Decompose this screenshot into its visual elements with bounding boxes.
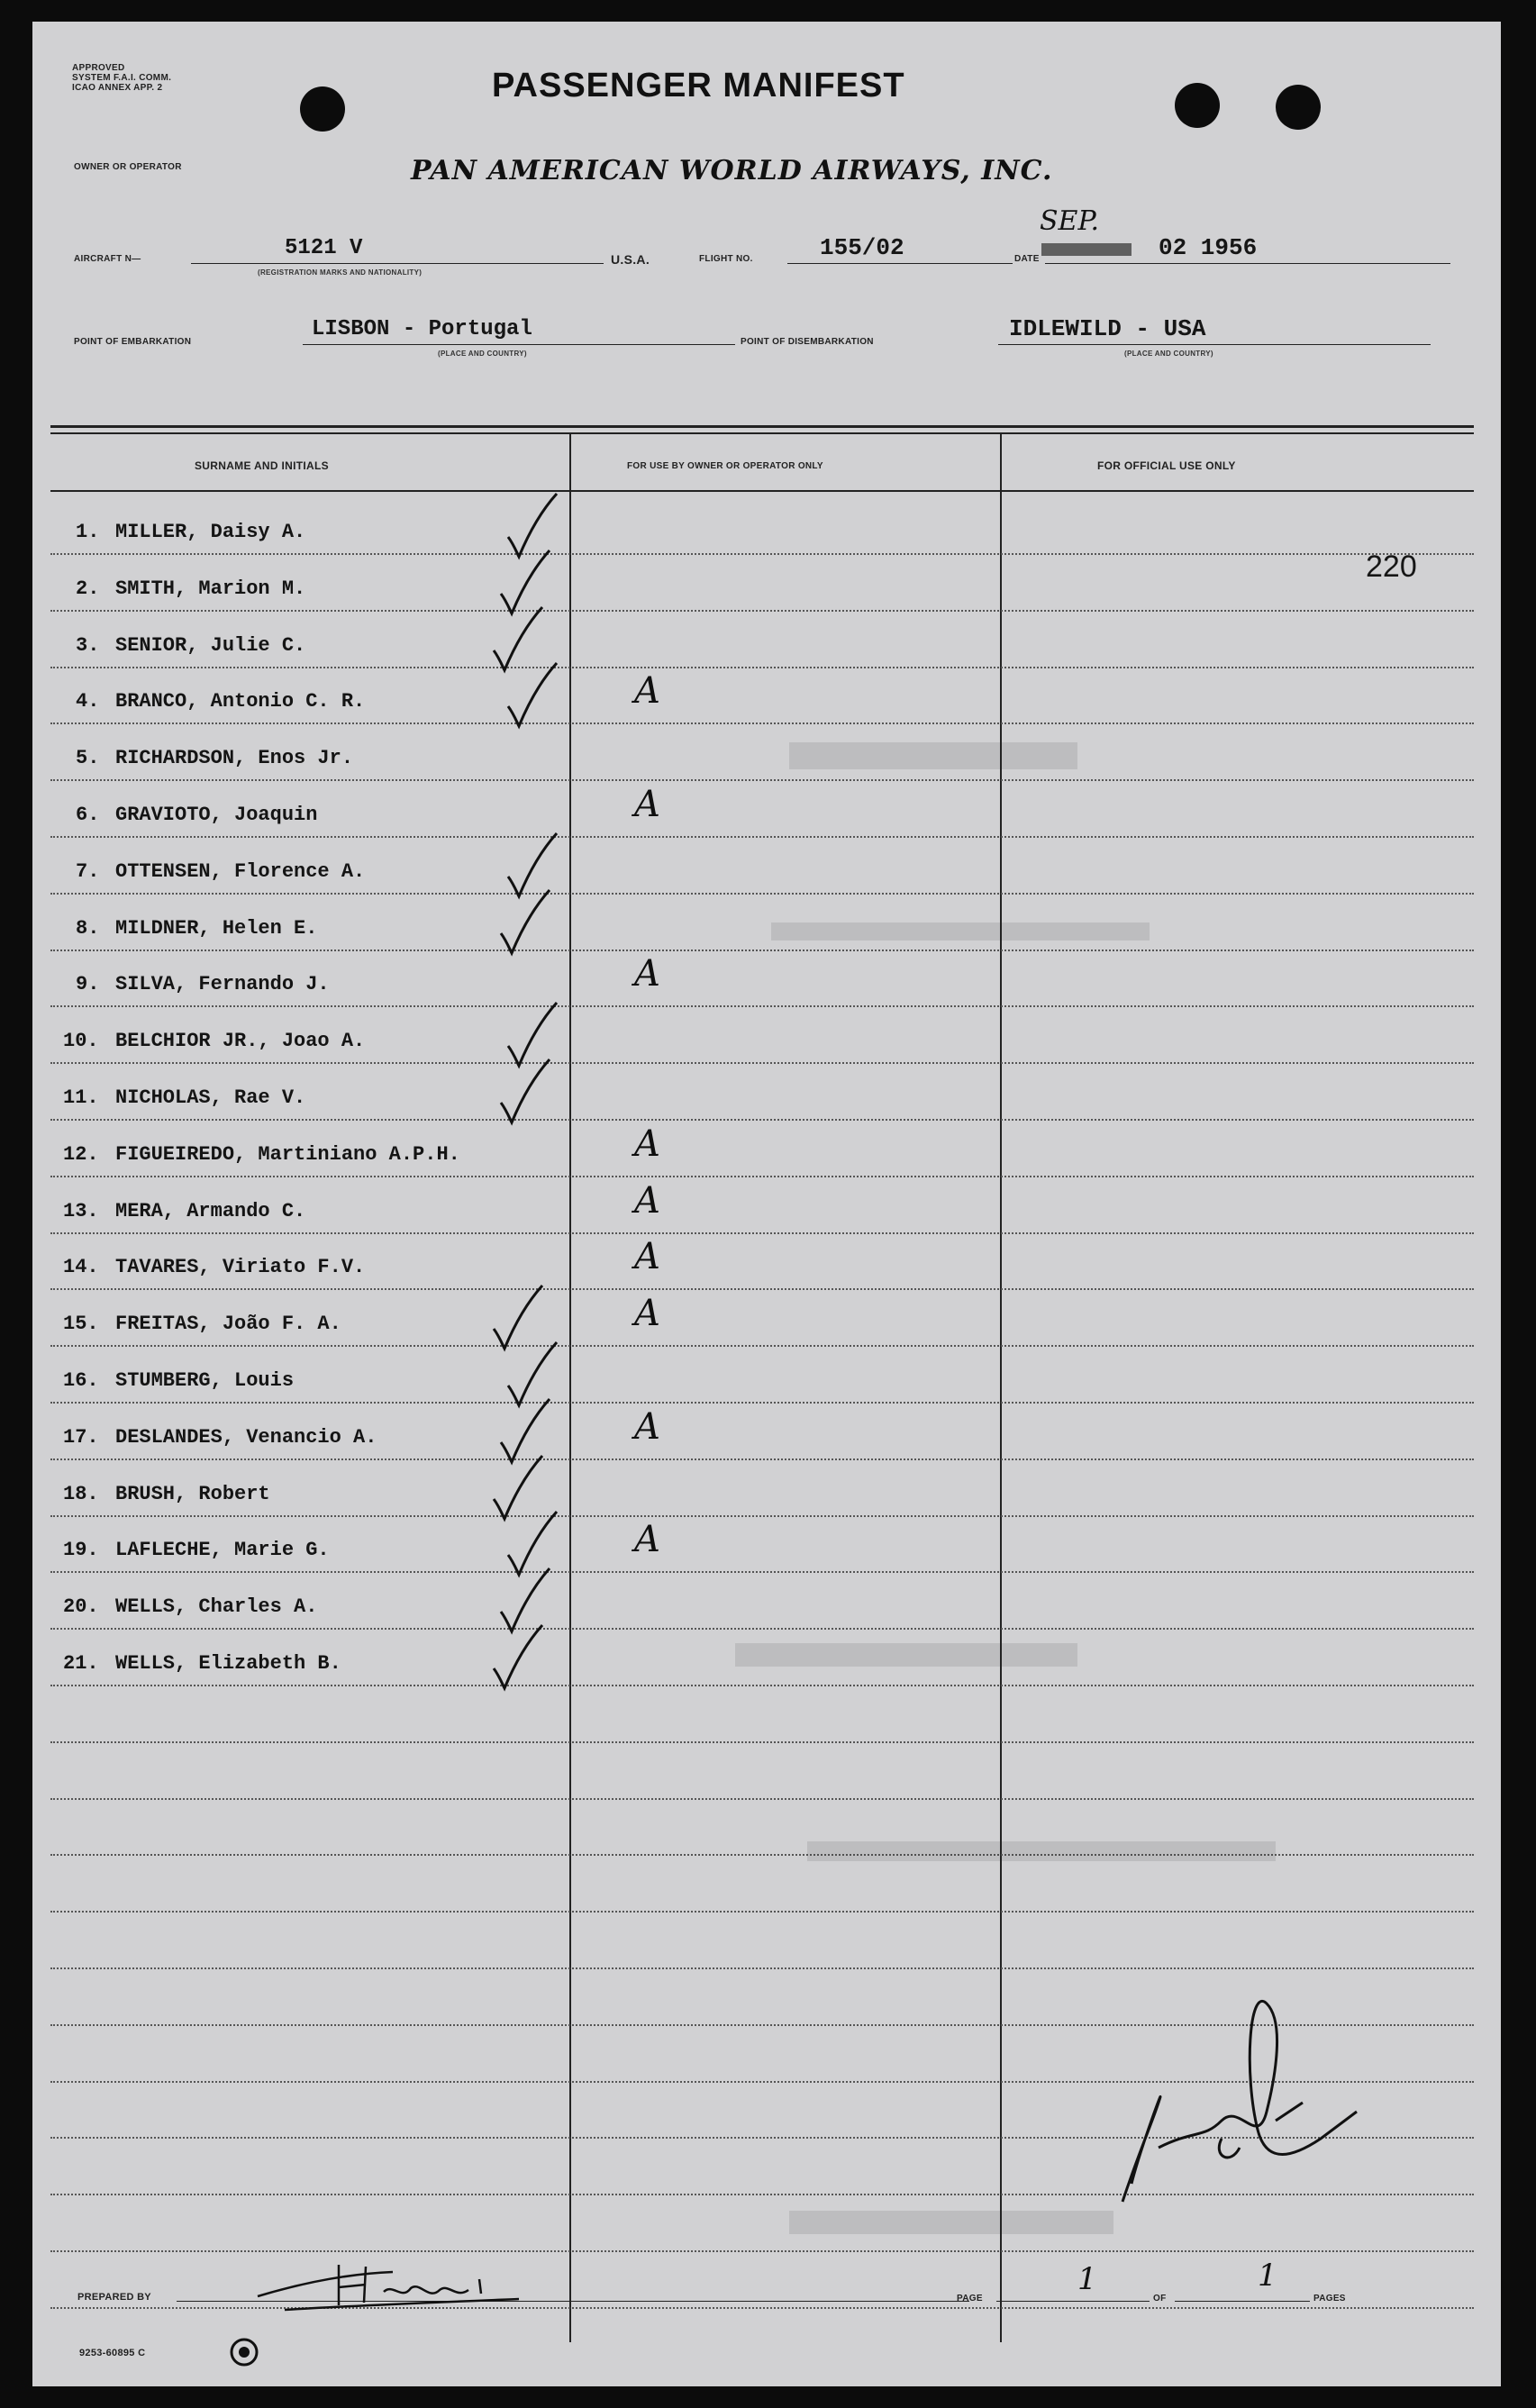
ruled-row-line <box>50 1798 1474 1800</box>
flight-label: FLIGHT NO. <box>699 254 753 264</box>
ruled-row-line <box>50 893 1474 895</box>
check-mark-icon <box>501 659 564 731</box>
ruled-row-line <box>50 1288 1474 1290</box>
passenger-number: 17. <box>63 1425 99 1449</box>
passenger-name: FIGUEIREDO, Martiniano A.P.H. <box>115 1142 460 1166</box>
passenger-name: GRAVIOTO, Joaquin <box>115 804 318 826</box>
passenger-number: 6. <box>76 804 100 826</box>
owner-value: PAN AMERICAN WORLD AIRWAYS, INC. <box>411 155 1053 186</box>
col-divider-1 <box>569 432 571 2342</box>
passenger-name: MILLER, Daisy A. <box>115 521 306 543</box>
approved-line-2: SYSTEM F.A.I. COMM. <box>72 73 172 83</box>
of-underline <box>1175 2301 1310 2302</box>
embark-label: POINT OF EMBARKATION <box>74 337 192 347</box>
approved-text: APPROVED <box>72 63 125 73</box>
passenger-name: NICHOLAS, Rae V. <box>115 1086 306 1109</box>
check-mark-icon <box>494 886 557 959</box>
passenger-number: 20. <box>63 1595 99 1619</box>
punch-hole-left <box>300 86 345 132</box>
ruled-row-line <box>50 1854 1474 1856</box>
embark-value: LISBON - Portugal <box>312 317 532 341</box>
approved-line-3: ICAO ANNEX APP. 2 <box>72 83 163 93</box>
ruled-row-line <box>50 779 1474 781</box>
passenger-number: 16. <box>63 1369 99 1392</box>
ruled-row-line <box>50 1005 1474 1007</box>
operator-mark: A <box>634 1519 660 1561</box>
operator-mark: A <box>634 1405 660 1448</box>
passenger-number: 7. <box>76 859 100 883</box>
col-header-surname: SURNAME AND INITIALS <box>195 459 329 472</box>
table-top-rule-2 <box>50 432 1474 434</box>
ruled-row-line <box>50 1119 1474 1121</box>
ruled-row-line <box>50 2250 1474 2252</box>
operator-mark: A <box>634 1236 660 1278</box>
ruled-row-line <box>50 1458 1474 1460</box>
official-number: 220 <box>1366 550 1417 584</box>
passenger-name: BELCHIOR JR., Joao A. <box>115 1030 366 1053</box>
aircraft-value: 5121 V <box>285 236 363 260</box>
ruled-row-line <box>50 1345 1474 1347</box>
col-header-owner: FOR USE BY OWNER OR OPERATOR ONLY <box>627 461 823 471</box>
flight-value: 155/02 <box>820 234 904 261</box>
passenger-number: 2. <box>76 577 100 600</box>
page-title: PASSENGER MANIFEST <box>492 67 905 104</box>
passenger-number: 21. <box>63 1652 99 1675</box>
date-strikeout <box>1041 243 1132 256</box>
union-label-icon <box>229 2337 259 2367</box>
passenger-name: SMITH, Marion M. <box>115 577 306 600</box>
ruled-row-line <box>50 553 1474 555</box>
page-label: PAGE <box>957 2294 983 2304</box>
prepared-signature <box>249 2256 537 2319</box>
passenger-name: SENIOR, Julie C. <box>115 633 306 657</box>
punch-hole-right-1 <box>1175 83 1220 128</box>
page-underline <box>996 2301 1150 2302</box>
operator-mark: A <box>634 1293 660 1335</box>
form-number: 9253-60895 C <box>79 2348 146 2358</box>
operator-mark: A <box>634 1122 660 1165</box>
passenger-name: SILVA, Fernando J. <box>115 973 330 996</box>
table-top-rule <box>50 425 1474 428</box>
passenger-number: 11. <box>63 1086 99 1109</box>
pages-label: PAGES <box>1313 2294 1346 2304</box>
passenger-name: MERA, Armando C. <box>115 1199 306 1222</box>
operator-mark: A <box>634 670 660 713</box>
flight-underline <box>787 263 1013 264</box>
ruled-row-line <box>50 667 1474 668</box>
aircraft-label: AIRCRAFT N— <box>74 254 141 264</box>
disembark-label: POINT OF DISEMBARKATION <box>741 337 874 347</box>
passenger-number: 14. <box>63 1256 99 1279</box>
passenger-number: 1. <box>76 521 100 543</box>
passenger-number: 4. <box>76 690 100 713</box>
col-divider-2 <box>1000 432 1002 2342</box>
check-mark-icon <box>494 1056 557 1128</box>
passenger-number: 9. <box>76 973 100 996</box>
of-label: OF <box>1153 2294 1167 2304</box>
official-signature <box>1086 1967 1393 2238</box>
ruled-row-line <box>50 1571 1474 1573</box>
disembark-value: IDLEWILD - USA <box>1009 315 1206 342</box>
passenger-name: WELLS, Charles A. <box>115 1595 318 1619</box>
ruled-row-line <box>50 722 1474 724</box>
operator-mark: A <box>634 784 660 825</box>
of-value: 1 <box>1258 2258 1277 2294</box>
ruled-row-line <box>50 1515 1474 1517</box>
usa-label: U.S.A. <box>611 252 650 267</box>
passenger-number: 18. <box>63 1482 99 1505</box>
operator-mark: A <box>634 1179 660 1222</box>
passenger-name: STUMBERG, Louis <box>115 1369 295 1392</box>
ruled-row-line <box>50 610 1474 612</box>
passenger-name: TAVARES, Viriato F.V. <box>115 1256 366 1279</box>
col-header-official: FOR OFFICIAL USE ONLY <box>1097 459 1236 472</box>
page-value: 1 <box>1077 2261 1097 2297</box>
passenger-name: BRUSH, Robert <box>115 1482 270 1505</box>
passenger-number: 8. <box>76 916 100 940</box>
header-bottom-rule <box>50 490 1474 492</box>
disembark-sub: (PLACE AND COUNTRY) <box>1124 350 1213 358</box>
aircraft-sub: (REGISTRATION MARKS AND NATIONALITY) <box>258 268 423 277</box>
ruled-row-line <box>50 1911 1474 1913</box>
ruled-row-line <box>50 1232 1474 1234</box>
operator-mark: A <box>634 953 660 995</box>
passenger-name: FREITAS, João F. A. <box>115 1313 341 1336</box>
owner-label: OWNER OR OPERATOR <box>74 162 182 172</box>
passenger-number: 13. <box>63 1199 99 1222</box>
approved-block <box>72 63 171 93</box>
ruled-row-line <box>50 1402 1474 1404</box>
passenger-name: DESLANDES, Venancio A. <box>115 1425 377 1449</box>
passenger-name: MILDNER, Helen E. <box>115 916 318 940</box>
passenger-name: OTTENSEN, Florence A. <box>115 859 366 883</box>
passenger-number: 5. <box>76 747 100 770</box>
passenger-number: 19. <box>63 1539 99 1562</box>
passenger-name: LAFLECHE, Marie G. <box>115 1539 330 1562</box>
ruled-row-line <box>50 1062 1474 1064</box>
passenger-number: 3. <box>76 633 100 657</box>
passenger-name: RICHARDSON, Enos Jr. <box>115 747 354 770</box>
passenger-number: 12. <box>63 1142 99 1166</box>
ruled-row-line <box>50 1176 1474 1177</box>
ruled-row-line <box>50 836 1474 838</box>
date-label: DATE <box>1014 254 1040 264</box>
passenger-number: 10. <box>63 1030 99 1053</box>
embark-sub: (PLACE AND COUNTRY) <box>438 350 527 358</box>
date-underline <box>1045 263 1450 264</box>
embark-underline <box>303 344 735 345</box>
date-month: SEP. <box>1040 205 1100 237</box>
punch-hole-right-2 <box>1276 85 1321 130</box>
passenger-number: 15. <box>63 1313 99 1336</box>
ruled-row-line <box>50 1741 1474 1743</box>
disembark-underline <box>998 344 1431 345</box>
prepared-label: PREPARED BY <box>77 2292 151 2303</box>
passenger-name: BRANCO, Antonio C. R. <box>115 690 366 713</box>
passenger-name: WELLS, Elizabeth B. <box>115 1652 341 1675</box>
ruled-row-line <box>50 1685 1474 1686</box>
manifest-sheet <box>32 22 1501 2386</box>
date-value: 02 1956 <box>1159 234 1258 261</box>
ruled-row-line <box>50 950 1474 951</box>
ruled-row-line <box>50 1628 1474 1630</box>
check-mark-icon <box>486 1622 550 1694</box>
aircraft-underline <box>191 263 604 264</box>
